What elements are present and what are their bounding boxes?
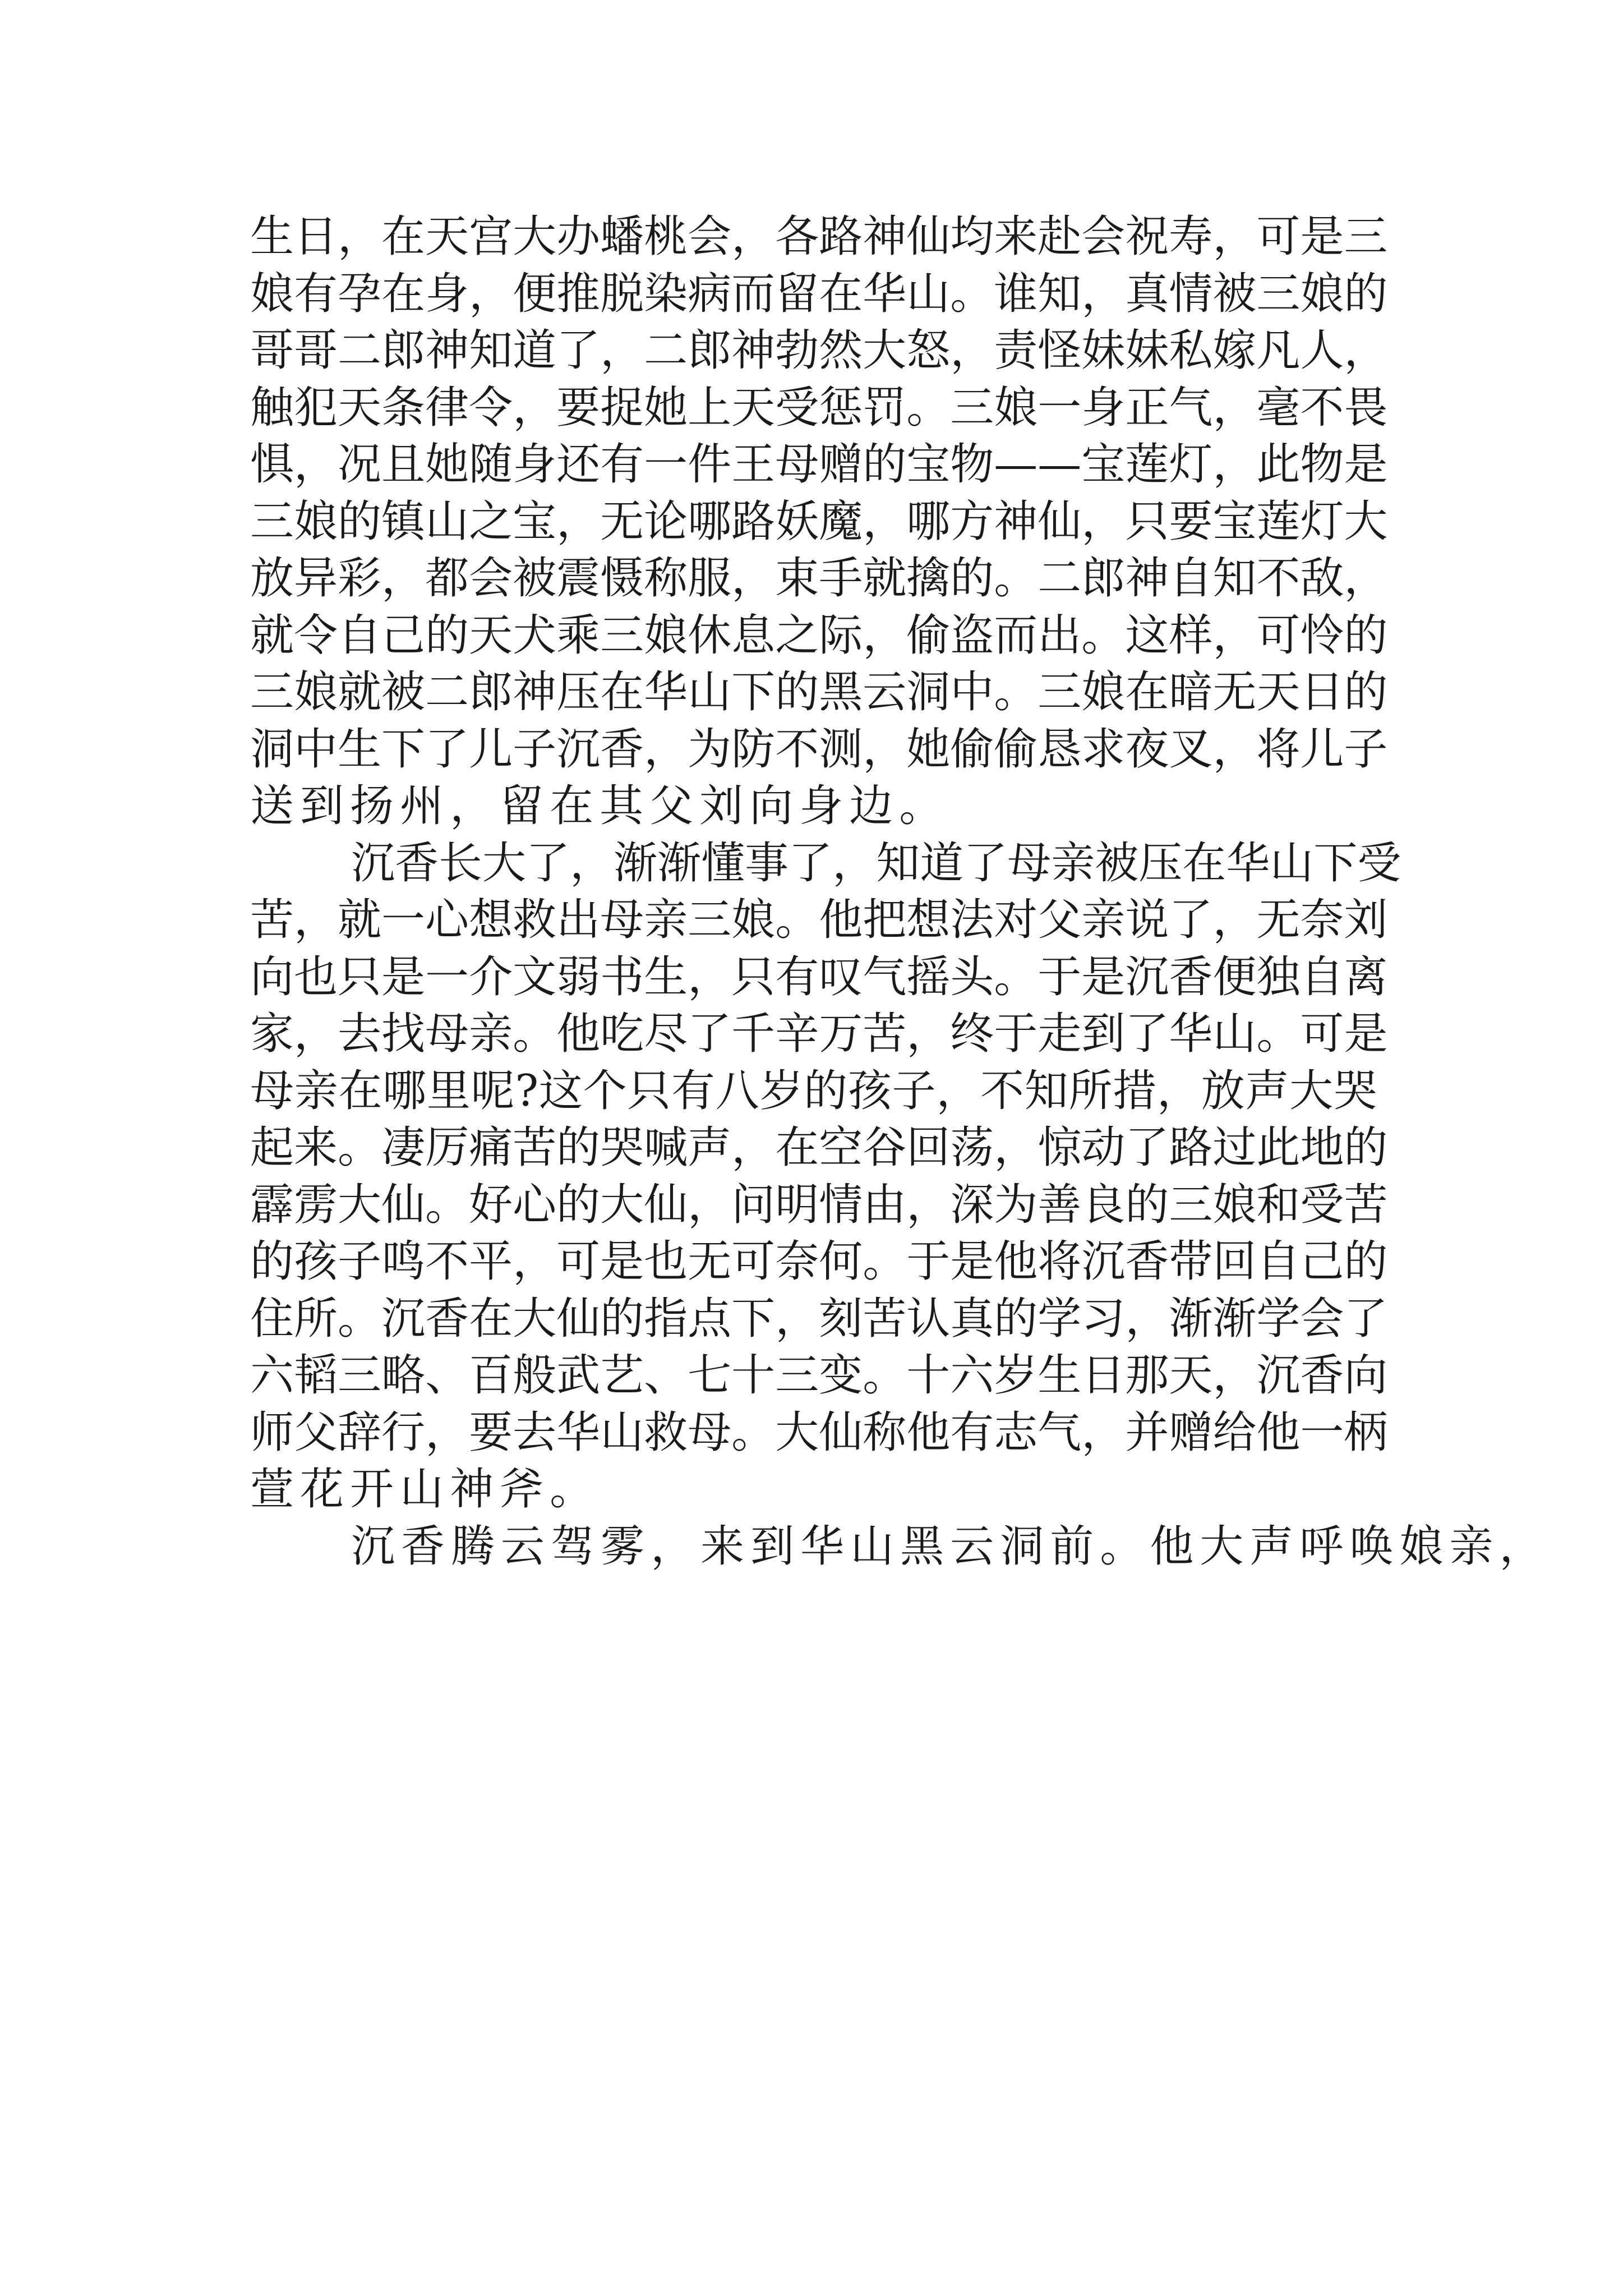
text-line: 沉 香 腾 云 驾 雾 ， 来 到 华 山 黑 云 洞 前 。 他 大 声 呼 唤 娘 亲 ， <box>351 1521 1543 1572</box>
text-line: 住 所 。 沉 香 在 大 仙 的 指 点 下 ， 刻 苦 认 真 的 学 习 ， 渐 渐 学 会 了 <box>250 1293 1388 1344</box>
text-line: 起 来 。 凄 厉 痛 苦 的 哭 喊 声 ， 在 空 谷 回 荡 ， 惊 动 了 路 过 此 地 的 <box>250 1122 1388 1173</box>
text-line: 沉 香 长 大 了 ， 渐 渐 懂 事 了 ， 知 道 了 母 亲 被 压 在 华 山 下 受 <box>351 838 1401 889</box>
text-line: 母 亲 在 哪 里 呢 ? 这 个 只 有 八 岁 的 孩 子 ， 不 知 所 措 ， 放 声 大 哭 <box>250 1065 1377 1116</box>
text-line: 霹 雳 大 仙 。 好 心 的 大 仙 ， 问 明 情 由 ， 深 为 善 良 的 三 娘 和 受 苦 <box>250 1179 1388 1230</box>
text-line: 就 令 自 己 的 天 犬 乘 三 娘 休 息 之 际 ， 偷 盗 而 出 。 这 样 ， 可 怜 的 <box>250 610 1388 661</box>
text-line: 哥 哥 二 郎 神 知 道 了 ， 二 郎 神 勃 然 大 怒 ， 责 怪 妹 妹 私 嫁 凡 人 ， <box>250 325 1388 376</box>
text-line: 苦 ， 就 一 心 想 救 出 母 亲 三 娘 。 他 把 想 法 对 父 亲 说 了 ， 无 奈 刘 <box>250 895 1388 945</box>
paragraph <box>250 209 1388 835</box>
text-line: 三 娘 的 镇 山 之 宝 ， 无 论 哪 路 妖 魔 ， 哪 方 神 仙 ， 只 要 宝 莲 灯 大 <box>250 496 1388 547</box>
text-line: 洞 中 生 下 了 儿 子 沉 香 ， 为 防 不 测 ， 她 偷 偷 恳 求 夜 叉 ， 将 儿 子 <box>250 724 1388 775</box>
paragraph <box>250 1519 1543 1576</box>
text-line: 三 娘 就 被 二 郎 神 压 在 华 山 下 的 黑 云 洞 中 。 三 娘 在 暗 无 天 日 的 <box>250 667 1388 717</box>
text-line: 惧 ， 况 且 她 随 身 还 有 一 件 王 母 赠 的 宝 物 — — 宝 莲 灯 ， 此 物 是 <box>250 439 1388 490</box>
text-line: 触 犯 天 条 律 令 ， 要 捉 她 上 天 受 惩 罚 。 三 娘 一 身 正 气 ， 毫 不 畏 <box>250 382 1388 433</box>
text-line: 送 到 扬 州 ， 留 在 其 父 刘 向 身 边 。 <box>250 781 943 831</box>
text-line: 向 也 只 是 一 介 文 弱 书 生 ， 只 有 叹 气 摇 头 。 于 是 沉 香 便 独 自 离 <box>250 951 1388 1002</box>
text-line: 的 孩 子 鸣 不 平 ， 可 是 也 无 可 奈 何 。 于 是 他 将 沉 香 带 回 自 己 的 <box>250 1236 1388 1287</box>
text-line: 娘 有 孕 在 身 ， 便 推 脱 染 病 而 留 在 华 山 。 谁 知 ， 真 情 被 三 娘 的 <box>250 268 1388 319</box>
body-text <box>250 209 1543 1575</box>
text-line: 生 日 ， 在 天 宫 大 办 蟠 桃 会 ， 各 路 神 仙 均 来 赴 会 祝 寿 ， 可 是 三 <box>250 211 1388 262</box>
text-line: 六 韬 三 略 、 百 般 武 艺 、 七 十 三 变 。 十 六 岁 生 日 那 天 ， 沉 香 向 <box>250 1350 1388 1401</box>
text-line: 师 父 辞 行 ， 要 去 华 山 救 母 。 大 仙 称 他 有 志 气 ， 并 赠 给 他 一 柄 <box>250 1407 1388 1458</box>
text-line: 放 异 彩 ， 都 会 被 震 慑 称 服 ， 束 手 就 擒 的 。 二 郎 神 自 知 不 敌 ， <box>250 553 1388 604</box>
text-line: 家 ， 去 找 母 亲 。 他 吃 尽 了 千 辛 万 苦 ， 终 于 走 到 了 华 山 。 可 是 <box>250 1009 1388 1059</box>
paragraph <box>250 835 1401 1519</box>
text-line: 萱 花 开 山 神 斧 。 <box>250 1464 594 1515</box>
